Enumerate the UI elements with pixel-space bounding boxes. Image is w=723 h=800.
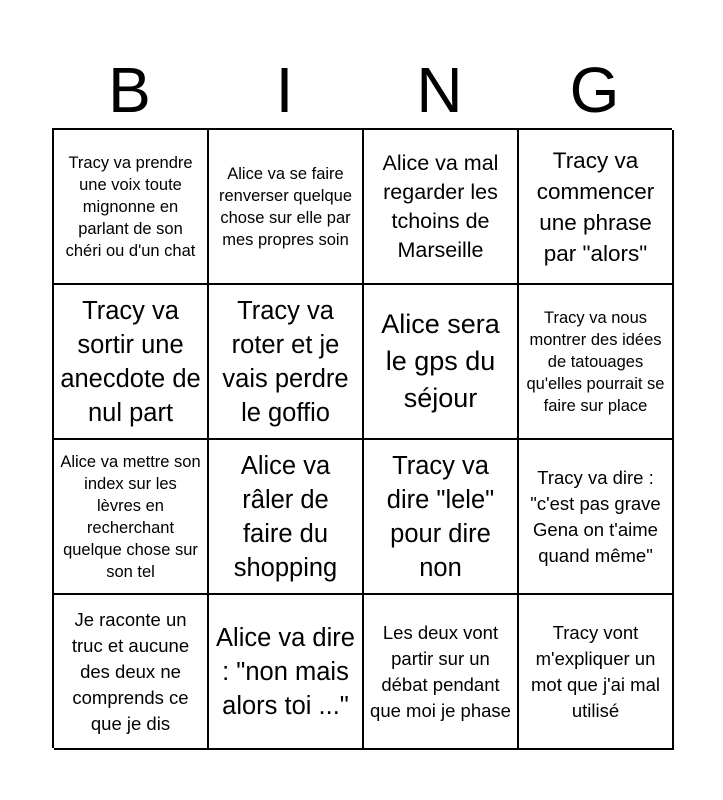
bingo-cell[interactable] (519, 285, 674, 440)
bingo-cell[interactable] (519, 595, 674, 750)
bingo-cell[interactable] (54, 130, 209, 285)
bingo-cell[interactable] (54, 440, 209, 595)
bingo-cell-text: Tracy va commencer une phrase par "alors" (536, 147, 655, 266)
bingo-cell-text: Alice va mal regarder les tchoins de Marseille (382, 150, 499, 262)
bingo-cell-text: Tracy va dire : "c'est pas grave Gena on t'aime quand même" (530, 466, 661, 566)
bingo-cell-text: Tracy va roter et je vais perdre le goffio (222, 296, 349, 427)
bingo-cell-text: Alice sera le gps du séjour (381, 309, 500, 413)
bingo-cell-text: Alice va râler de faire du shopping (233, 451, 338, 582)
bingo-card-grid (52, 128, 672, 748)
bingo-cell-text: Tracy va prendre une voix toute mignonne en parlant de son chéri ou d'un chat (65, 153, 196, 260)
bingo-cell[interactable] (364, 595, 519, 750)
bingo-cell[interactable] (364, 440, 519, 595)
bingo-cell[interactable] (54, 285, 209, 440)
bingo-cell-text: Les deux vont partir sur un débat pendant que moi je phase (370, 621, 511, 721)
bingo-cell-text: Alice va se faire renverser quelque chose sur elle par mes propres soin (219, 164, 352, 249)
bingo-cell[interactable] (364, 130, 519, 285)
bingo-cell[interactable] (519, 440, 674, 595)
bingo-cell-text: Je raconte un truc et aucune des deux ne comprends ce que je dis (71, 608, 190, 734)
bingo-cell[interactable] (364, 285, 519, 440)
bingo-cell[interactable] (209, 595, 364, 750)
bingo-cell[interactable] (209, 440, 364, 595)
bingo-cell[interactable] (209, 130, 364, 285)
bingo-cell-text: Alice va dire : "non mais alors toi ..." (216, 623, 355, 720)
bingo-cell-text: Tracy vont m'expliquer un mot que j'ai mal utilisé (531, 621, 660, 721)
bingo-cell-text: Alice va mettre son index sur les lèvres en recherchant quelque chose sur son tel (60, 452, 201, 581)
header-letter-i: I (275, 54, 294, 126)
bingo-cell[interactable] (519, 130, 674, 285)
bingo-cell-text: Tracy va nous montrer des idées de tatouages qu'elles pourrait se faire sur place (526, 308, 665, 415)
bingo-cell[interactable] (54, 595, 209, 750)
bingo-cell-text: Tracy va dire "lele" pour dire non (386, 451, 495, 582)
header-letter-b: B (108, 54, 151, 126)
bingo-header (52, 52, 672, 128)
header-letter-g: G (569, 54, 620, 126)
bingo-cell[interactable] (209, 285, 364, 440)
bingo-cell-text: Tracy va sortir une anecdote de nul part (60, 296, 201, 427)
header-letter-n: N (416, 54, 463, 126)
